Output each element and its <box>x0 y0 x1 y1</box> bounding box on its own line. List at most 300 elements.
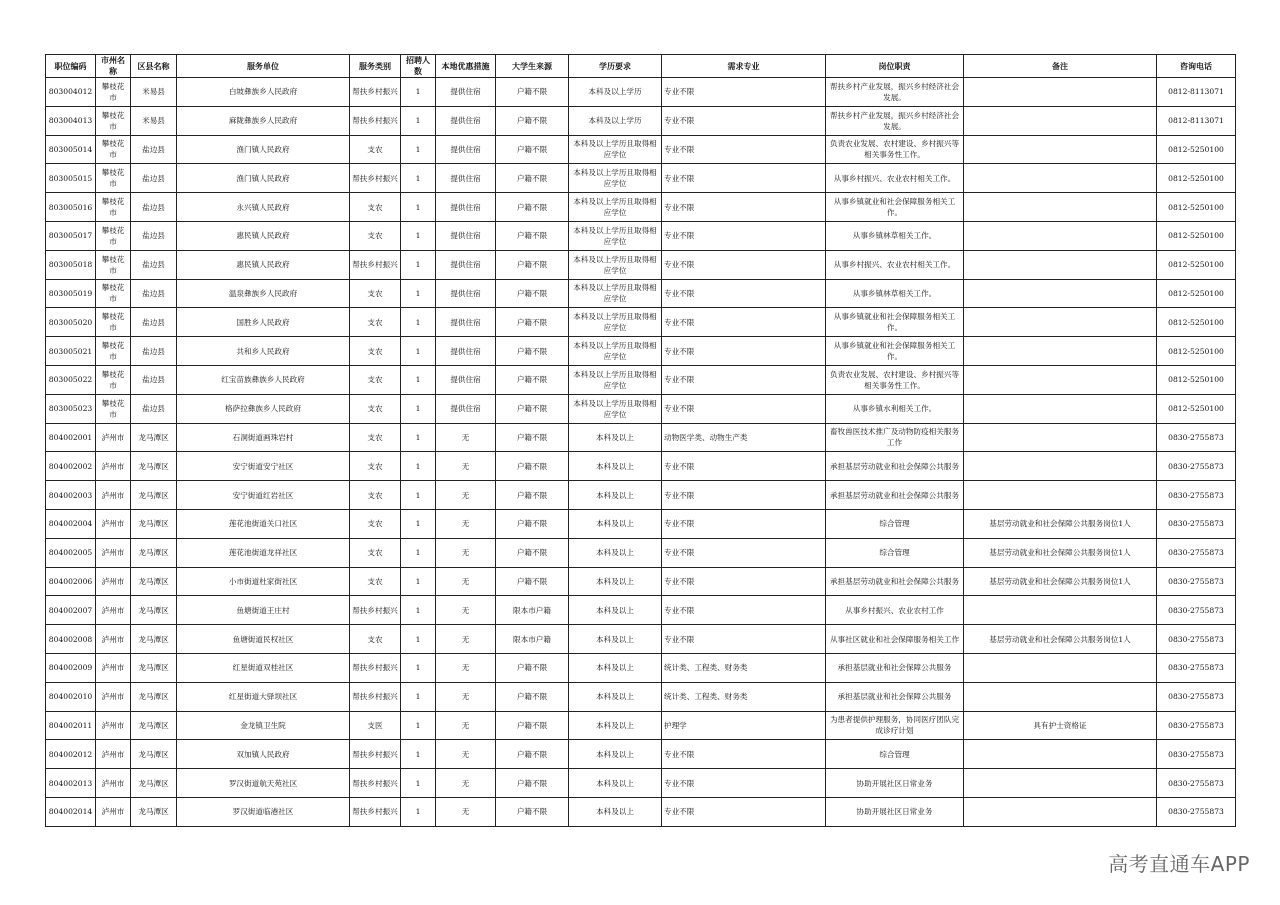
cell-city: 泸州市 <box>96 797 131 826</box>
col-header-unit: 服务单位 <box>177 55 350 78</box>
cell-duty: 承担基层劳动就业和社会保障公共服务 <box>826 452 964 481</box>
cell-city: 攀枝花市 <box>96 78 131 107</box>
cell-unit: 罗汉街道临港社区 <box>177 797 350 826</box>
cell-benefit: 提供住宿 <box>436 279 496 308</box>
cell-remark: 基层劳动就业和社会保障公共服务岗位1人 <box>964 567 1157 596</box>
cell-unit: 格萨拉彝族乡人民政府 <box>177 394 350 423</box>
cell-benefit: 无 <box>436 653 496 682</box>
cell-benefit: 提供住宿 <box>436 106 496 135</box>
cell-duty: 从事乡镇林草相关工作。 <box>826 279 964 308</box>
cell-duty: 帮扶乡村产业发展，振兴乡村经济社会发展。 <box>826 106 964 135</box>
cell-count: 1 <box>401 452 436 481</box>
cell-count: 1 <box>401 164 436 193</box>
cell-major: 专业不限 <box>662 769 826 798</box>
cell-count: 1 <box>401 193 436 222</box>
cell-county: 龙马潭区 <box>131 711 177 740</box>
table-row <box>46 164 1236 193</box>
col-header-count: 招聘人数 <box>401 55 436 78</box>
cell-duty: 综合管理 <box>826 538 964 567</box>
cell-remark <box>964 769 1157 798</box>
cell-duty: 畜牧兽医技术推广及动物防疫相关服务工作 <box>826 423 964 452</box>
cell-benefit: 无 <box>436 452 496 481</box>
cell-remark <box>964 596 1157 625</box>
cell-category: 支农 <box>350 423 401 452</box>
cell-education: 本科及以上 <box>569 740 662 769</box>
cell-city: 攀枝花市 <box>96 337 131 366</box>
cell-city: 攀枝花市 <box>96 308 131 337</box>
table-row <box>46 797 1236 826</box>
cell-count: 1 <box>401 394 436 423</box>
cell-county: 龙马潭区 <box>131 481 177 510</box>
cell-city: 攀枝花市 <box>96 135 131 164</box>
cell-major: 专业不限 <box>662 797 826 826</box>
cell-major: 专业不限 <box>662 337 826 366</box>
table-row <box>46 567 1236 596</box>
cell-count: 1 <box>401 337 436 366</box>
cell-phone: 0812-5250100 <box>1157 337 1236 366</box>
cell-unit: 小市街道杜家街社区 <box>177 567 350 596</box>
cell-code: 804002001 <box>46 423 96 452</box>
cell-duty: 综合管理 <box>826 740 964 769</box>
cell-code: 804002010 <box>46 682 96 711</box>
cell-benefit: 提供住宿 <box>436 164 496 193</box>
cell-benefit: 提供住宿 <box>436 337 496 366</box>
cell-phone: 0830-2755873 <box>1157 682 1236 711</box>
cell-category: 支农 <box>350 538 401 567</box>
table-row <box>46 250 1236 279</box>
cell-education: 本科及以上 <box>569 538 662 567</box>
cell-count: 1 <box>401 481 436 510</box>
cell-category: 支农 <box>350 279 401 308</box>
cell-category: 支农 <box>350 135 401 164</box>
cell-county: 龙马潭区 <box>131 423 177 452</box>
cell-unit: 温泉彝族乡人民政府 <box>177 279 350 308</box>
cell-unit: 莲花池街道关口社区 <box>177 509 350 538</box>
cell-count: 1 <box>401 596 436 625</box>
cell-count: 1 <box>401 135 436 164</box>
cell-source: 户籍不限 <box>496 740 569 769</box>
cell-count: 1 <box>401 682 436 711</box>
cell-phone: 0830-2755873 <box>1157 740 1236 769</box>
cell-benefit: 无 <box>436 481 496 510</box>
cell-duty: 承担基层劳动就业和社会保障公共服务 <box>826 481 964 510</box>
cell-phone: 0812-5250100 <box>1157 365 1236 394</box>
cell-remark <box>964 78 1157 107</box>
cell-source: 户籍不限 <box>496 78 569 107</box>
cell-duty: 协助开展社区日常业务 <box>826 769 964 798</box>
cell-remark <box>964 423 1157 452</box>
cell-city: 泸州市 <box>96 481 131 510</box>
cell-source: 户籍不限 <box>496 337 569 366</box>
cell-category: 帮扶乡村振兴 <box>350 164 401 193</box>
cell-major: 动物医学类、动物生产类 <box>662 423 826 452</box>
header-row <box>46 55 1236 78</box>
cell-phone: 0830-2755873 <box>1157 509 1236 538</box>
cell-code: 803005023 <box>46 394 96 423</box>
cell-major: 专业不限 <box>662 481 826 510</box>
cell-count: 1 <box>401 365 436 394</box>
cell-benefit: 无 <box>436 509 496 538</box>
col-header-city: 市州名称 <box>96 55 131 78</box>
cell-duty: 协助开展社区日常业务 <box>826 797 964 826</box>
cell-unit: 国胜乡人民政府 <box>177 308 350 337</box>
cell-unit: 安宁街道安宁社区 <box>177 452 350 481</box>
cell-code: 803005018 <box>46 250 96 279</box>
cell-county: 盐边县 <box>131 135 177 164</box>
table-row <box>46 308 1236 337</box>
col-header-source: 大学生来源 <box>496 55 569 78</box>
cell-count: 1 <box>401 221 436 250</box>
cell-source: 户籍不限 <box>496 164 569 193</box>
cell-benefit: 无 <box>436 682 496 711</box>
cell-category: 帮扶乡村振兴 <box>350 78 401 107</box>
cell-phone: 0812-5250100 <box>1157 279 1236 308</box>
cell-education: 本科及以上学历且取得相应学位 <box>569 279 662 308</box>
cell-education: 本科及以上学历且取得相应学位 <box>569 221 662 250</box>
cell-benefit: 提供住宿 <box>436 135 496 164</box>
cell-major: 护理学 <box>662 711 826 740</box>
cell-county: 盐边县 <box>131 337 177 366</box>
cell-education: 本科及以上 <box>569 711 662 740</box>
cell-source: 户籍不限 <box>496 193 569 222</box>
cell-county: 龙马潭区 <box>131 567 177 596</box>
cell-duty: 承担基层就业和社会保障公共服务 <box>826 653 964 682</box>
cell-county: 盐边县 <box>131 250 177 279</box>
cell-benefit: 提供住宿 <box>436 365 496 394</box>
cell-unit: 金龙镇卫生院 <box>177 711 350 740</box>
cell-benefit: 无 <box>436 740 496 769</box>
cell-city: 攀枝花市 <box>96 250 131 279</box>
cell-code: 803005016 <box>46 193 96 222</box>
cell-duty: 综合管理 <box>826 509 964 538</box>
table-row <box>46 596 1236 625</box>
cell-phone: 0830-2755873 <box>1157 797 1236 826</box>
cell-category: 支医 <box>350 711 401 740</box>
cell-remark <box>964 394 1157 423</box>
cell-education: 本科及以上 <box>569 452 662 481</box>
cell-source: 户籍不限 <box>496 769 569 798</box>
cell-major: 专业不限 <box>662 394 826 423</box>
cell-education: 本科及以上 <box>569 769 662 798</box>
cell-education: 本科及以上学历且取得相应学位 <box>569 164 662 193</box>
cell-education: 本科及以上 <box>569 596 662 625</box>
cell-phone: 0830-2755873 <box>1157 653 1236 682</box>
cell-source: 户籍不限 <box>496 682 569 711</box>
cell-category: 支农 <box>350 567 401 596</box>
cell-duty: 从事乡镇就业和社会保障服务相关工作。 <box>826 308 964 337</box>
cell-count: 1 <box>401 78 436 107</box>
cell-major: 专业不限 <box>662 567 826 596</box>
cell-category: 支农 <box>350 509 401 538</box>
cell-source: 户籍不限 <box>496 135 569 164</box>
cell-major: 专业不限 <box>662 509 826 538</box>
cell-category: 帮扶乡村振兴 <box>350 769 401 798</box>
cell-county: 龙马潭区 <box>131 509 177 538</box>
cell-phone: 0830-2755873 <box>1157 625 1236 654</box>
table-row <box>46 538 1236 567</box>
cell-education: 本科及以上 <box>569 682 662 711</box>
table-row <box>46 337 1236 366</box>
cell-count: 1 <box>401 106 436 135</box>
cell-code: 803005021 <box>46 337 96 366</box>
cell-county: 龙马潭区 <box>131 653 177 682</box>
cell-phone: 0830-2755873 <box>1157 596 1236 625</box>
cell-unit: 惠民镇人民政府 <box>177 221 350 250</box>
cell-major: 专业不限 <box>662 164 826 193</box>
cell-education: 本科及以上学历 <box>569 78 662 107</box>
cell-education: 本科及以上 <box>569 797 662 826</box>
cell-source: 户籍不限 <box>496 365 569 394</box>
cell-unit: 双加镇人民政府 <box>177 740 350 769</box>
cell-major: 专业不限 <box>662 538 826 567</box>
cell-remark: 基层劳动就业和社会保障公共服务岗位1人 <box>964 538 1157 567</box>
cell-duty: 负责农业发展、农村建设、乡村振兴等相关事务性工作。 <box>826 365 964 394</box>
cell-category: 帮扶乡村振兴 <box>350 106 401 135</box>
cell-education: 本科及以上学历 <box>569 106 662 135</box>
cell-duty: 从事乡村振兴、农业农村相关工作。 <box>826 250 964 279</box>
cell-count: 1 <box>401 509 436 538</box>
cell-education: 本科及以上 <box>569 625 662 654</box>
table-row <box>46 78 1236 107</box>
cell-count: 1 <box>401 308 436 337</box>
cell-remark <box>964 797 1157 826</box>
cell-remark: 具有护士资格证 <box>964 711 1157 740</box>
cell-benefit: 提供住宿 <box>436 193 496 222</box>
cell-remark <box>964 164 1157 193</box>
cell-county: 龙马潭区 <box>131 797 177 826</box>
col-header-duty: 岗位职责 <box>826 55 964 78</box>
cell-remark <box>964 740 1157 769</box>
cell-phone: 0812-5250100 <box>1157 221 1236 250</box>
col-header-remark: 备注 <box>964 55 1157 78</box>
cell-code: 803005017 <box>46 221 96 250</box>
cell-county: 盐边县 <box>131 308 177 337</box>
cell-code: 804002006 <box>46 567 96 596</box>
cell-source: 户籍不限 <box>496 452 569 481</box>
cell-duty: 承担基层劳动就业和社会保障公共服务 <box>826 567 964 596</box>
cell-unit: 安宁街道红岩社区 <box>177 481 350 510</box>
cell-remark <box>964 193 1157 222</box>
cell-duty: 从事乡镇就业和社会保障服务相关工作。 <box>826 193 964 222</box>
cell-benefit: 无 <box>436 625 496 654</box>
cell-category: 帮扶乡村振兴 <box>350 682 401 711</box>
cell-category: 帮扶乡村振兴 <box>350 596 401 625</box>
cell-code: 804002007 <box>46 596 96 625</box>
cell-code: 804002005 <box>46 538 96 567</box>
cell-code: 804002014 <box>46 797 96 826</box>
cell-major: 专业不限 <box>662 596 826 625</box>
cell-code: 804002002 <box>46 452 96 481</box>
cell-source: 户籍不限 <box>496 711 569 740</box>
cell-unit: 鱼塘街道王庄村 <box>177 596 350 625</box>
col-header-code: 职位编码 <box>46 55 96 78</box>
cell-phone: 0812-5250100 <box>1157 250 1236 279</box>
table-row <box>46 769 1236 798</box>
table-row <box>46 452 1236 481</box>
col-header-phone: 咨询电话 <box>1157 55 1236 78</box>
cell-benefit: 无 <box>436 711 496 740</box>
cell-category: 帮扶乡村振兴 <box>350 740 401 769</box>
cell-source: 户籍不限 <box>496 106 569 135</box>
cell-source: 户籍不限 <box>496 394 569 423</box>
cell-county: 龙马潭区 <box>131 452 177 481</box>
cell-benefit: 提供住宿 <box>436 308 496 337</box>
cell-phone: 0812-5250100 <box>1157 394 1236 423</box>
cell-major: 统计类、工程类、财务类 <box>662 682 826 711</box>
cell-major: 专业不限 <box>662 106 826 135</box>
cell-duty: 从事乡村振兴、农业农村相关工作。 <box>826 164 964 193</box>
cell-county: 龙马潭区 <box>131 596 177 625</box>
cell-major: 专业不限 <box>662 452 826 481</box>
table-row <box>46 682 1236 711</box>
cell-count: 1 <box>401 250 436 279</box>
cell-county: 盐边县 <box>131 221 177 250</box>
cell-city: 攀枝花市 <box>96 394 131 423</box>
cell-unit: 罗汉街道航天苑社区 <box>177 769 350 798</box>
cell-unit: 渔门镇人民政府 <box>177 164 350 193</box>
cell-source: 限本市户籍 <box>496 625 569 654</box>
cell-major: 专业不限 <box>662 193 826 222</box>
cell-major: 专业不限 <box>662 135 826 164</box>
cell-category: 支农 <box>350 481 401 510</box>
cell-category: 支农 <box>350 452 401 481</box>
cell-source: 户籍不限 <box>496 423 569 452</box>
cell-benefit: 提供住宿 <box>436 78 496 107</box>
table-row <box>46 740 1236 769</box>
cell-remark <box>964 682 1157 711</box>
cell-source: 户籍不限 <box>496 481 569 510</box>
cell-benefit: 无 <box>436 567 496 596</box>
col-header-category: 服务类别 <box>350 55 401 78</box>
cell-code: 803004013 <box>46 106 96 135</box>
cell-source: 户籍不限 <box>496 221 569 250</box>
cell-phone: 0830-2755873 <box>1157 567 1236 596</box>
cell-category: 支农 <box>350 625 401 654</box>
cell-count: 1 <box>401 711 436 740</box>
cell-county: 盐边县 <box>131 164 177 193</box>
cell-county: 盐边县 <box>131 394 177 423</box>
cell-city: 攀枝花市 <box>96 221 131 250</box>
cell-education: 本科及以上学历且取得相应学位 <box>569 135 662 164</box>
table-body <box>46 78 1236 827</box>
cell-unit: 永兴镇人民政府 <box>177 193 350 222</box>
cell-unit: 石洞街道画珠岩村 <box>177 423 350 452</box>
cell-count: 1 <box>401 567 436 596</box>
cell-count: 1 <box>401 423 436 452</box>
cell-remark <box>964 250 1157 279</box>
cell-unit: 红星街道大驿坝社区 <box>177 682 350 711</box>
cell-city: 泸州市 <box>96 538 131 567</box>
cell-source: 户籍不限 <box>496 567 569 596</box>
cell-county: 米易县 <box>131 106 177 135</box>
cell-category: 帮扶乡村振兴 <box>350 250 401 279</box>
cell-major: 专业不限 <box>662 279 826 308</box>
cell-count: 1 <box>401 625 436 654</box>
cell-duty: 从事乡村振兴、农业农村工作 <box>826 596 964 625</box>
cell-category: 帮扶乡村振兴 <box>350 653 401 682</box>
cell-category: 支农 <box>350 337 401 366</box>
cell-phone: 0812-8113071 <box>1157 78 1236 107</box>
cell-remark <box>964 106 1157 135</box>
cell-education: 本科及以上学历且取得相应学位 <box>569 394 662 423</box>
cell-city: 泸州市 <box>96 740 131 769</box>
cell-code: 804002011 <box>46 711 96 740</box>
cell-unit: 白坡彝族乡人民政府 <box>177 78 350 107</box>
cell-duty: 负责农业发展、农村建设、乡村振兴等相关事务性工作。 <box>826 135 964 164</box>
cell-unit: 惠民镇人民政府 <box>177 250 350 279</box>
cell-source: 户籍不限 <box>496 797 569 826</box>
cell-duty: 为患者提供护理服务，协同医疗团队完成诊疗计划 <box>826 711 964 740</box>
cell-category: 帮扶乡村振兴 <box>350 797 401 826</box>
table-row <box>46 509 1236 538</box>
cell-phone: 0812-5250100 <box>1157 308 1236 337</box>
cell-phone: 0830-2755873 <box>1157 423 1236 452</box>
cell-unit: 共和乡人民政府 <box>177 337 350 366</box>
cell-city: 攀枝花市 <box>96 193 131 222</box>
cell-remark: 基层劳动就业和社会保障公共服务岗位1人 <box>964 509 1157 538</box>
cell-county: 盐边县 <box>131 279 177 308</box>
cell-city: 泸州市 <box>96 596 131 625</box>
cell-benefit: 无 <box>436 423 496 452</box>
cell-city: 泸州市 <box>96 769 131 798</box>
cell-source: 户籍不限 <box>496 509 569 538</box>
cell-county: 龙马潭区 <box>131 740 177 769</box>
cell-duty: 帮扶乡村产业发展，振兴乡村经济社会发展。 <box>826 78 964 107</box>
cell-major: 专业不限 <box>662 308 826 337</box>
cell-code: 803005015 <box>46 164 96 193</box>
cell-phone: 0830-2755873 <box>1157 481 1236 510</box>
cell-phone: 0830-2755873 <box>1157 711 1236 740</box>
cell-code: 804002003 <box>46 481 96 510</box>
cell-unit: 红星街道双桂社区 <box>177 653 350 682</box>
cell-education: 本科及以上 <box>569 653 662 682</box>
cell-county: 米易县 <box>131 78 177 107</box>
cell-remark <box>964 337 1157 366</box>
cell-county: 盐边县 <box>131 193 177 222</box>
cell-city: 泸州市 <box>96 452 131 481</box>
cell-code: 803004012 <box>46 78 96 107</box>
cell-county: 龙马潭区 <box>131 625 177 654</box>
cell-duty: 从事乡镇水利相关工作。 <box>826 394 964 423</box>
table-row <box>46 711 1236 740</box>
cell-unit: 鱼塘街道民权社区 <box>177 625 350 654</box>
cell-benefit: 无 <box>436 769 496 798</box>
cell-remark <box>964 135 1157 164</box>
watermark-text: 高考直通车APP <box>1108 852 1250 876</box>
cell-unit: 麻陇彝族乡人民政府 <box>177 106 350 135</box>
cell-source: 户籍不限 <box>496 538 569 567</box>
cell-benefit: 无 <box>436 596 496 625</box>
cell-code: 804002009 <box>46 653 96 682</box>
cell-city: 攀枝花市 <box>96 279 131 308</box>
col-header-county: 区县名称 <box>131 55 177 78</box>
col-header-major: 需求专业 <box>662 55 826 78</box>
cell-education: 本科及以上 <box>569 481 662 510</box>
cell-education: 本科及以上学历且取得相应学位 <box>569 250 662 279</box>
cell-phone: 0830-2755873 <box>1157 452 1236 481</box>
cell-remark <box>964 221 1157 250</box>
cell-education: 本科及以上学历且取得相应学位 <box>569 308 662 337</box>
cell-phone: 0830-2755873 <box>1157 769 1236 798</box>
table-row <box>46 221 1236 250</box>
cell-benefit: 提供住宿 <box>436 221 496 250</box>
cell-code: 804002013 <box>46 769 96 798</box>
cell-category: 支农 <box>350 308 401 337</box>
cell-remark <box>964 308 1157 337</box>
cell-phone: 0830-2755873 <box>1157 538 1236 567</box>
cell-education: 本科及以上 <box>569 423 662 452</box>
cell-city: 泸州市 <box>96 423 131 452</box>
